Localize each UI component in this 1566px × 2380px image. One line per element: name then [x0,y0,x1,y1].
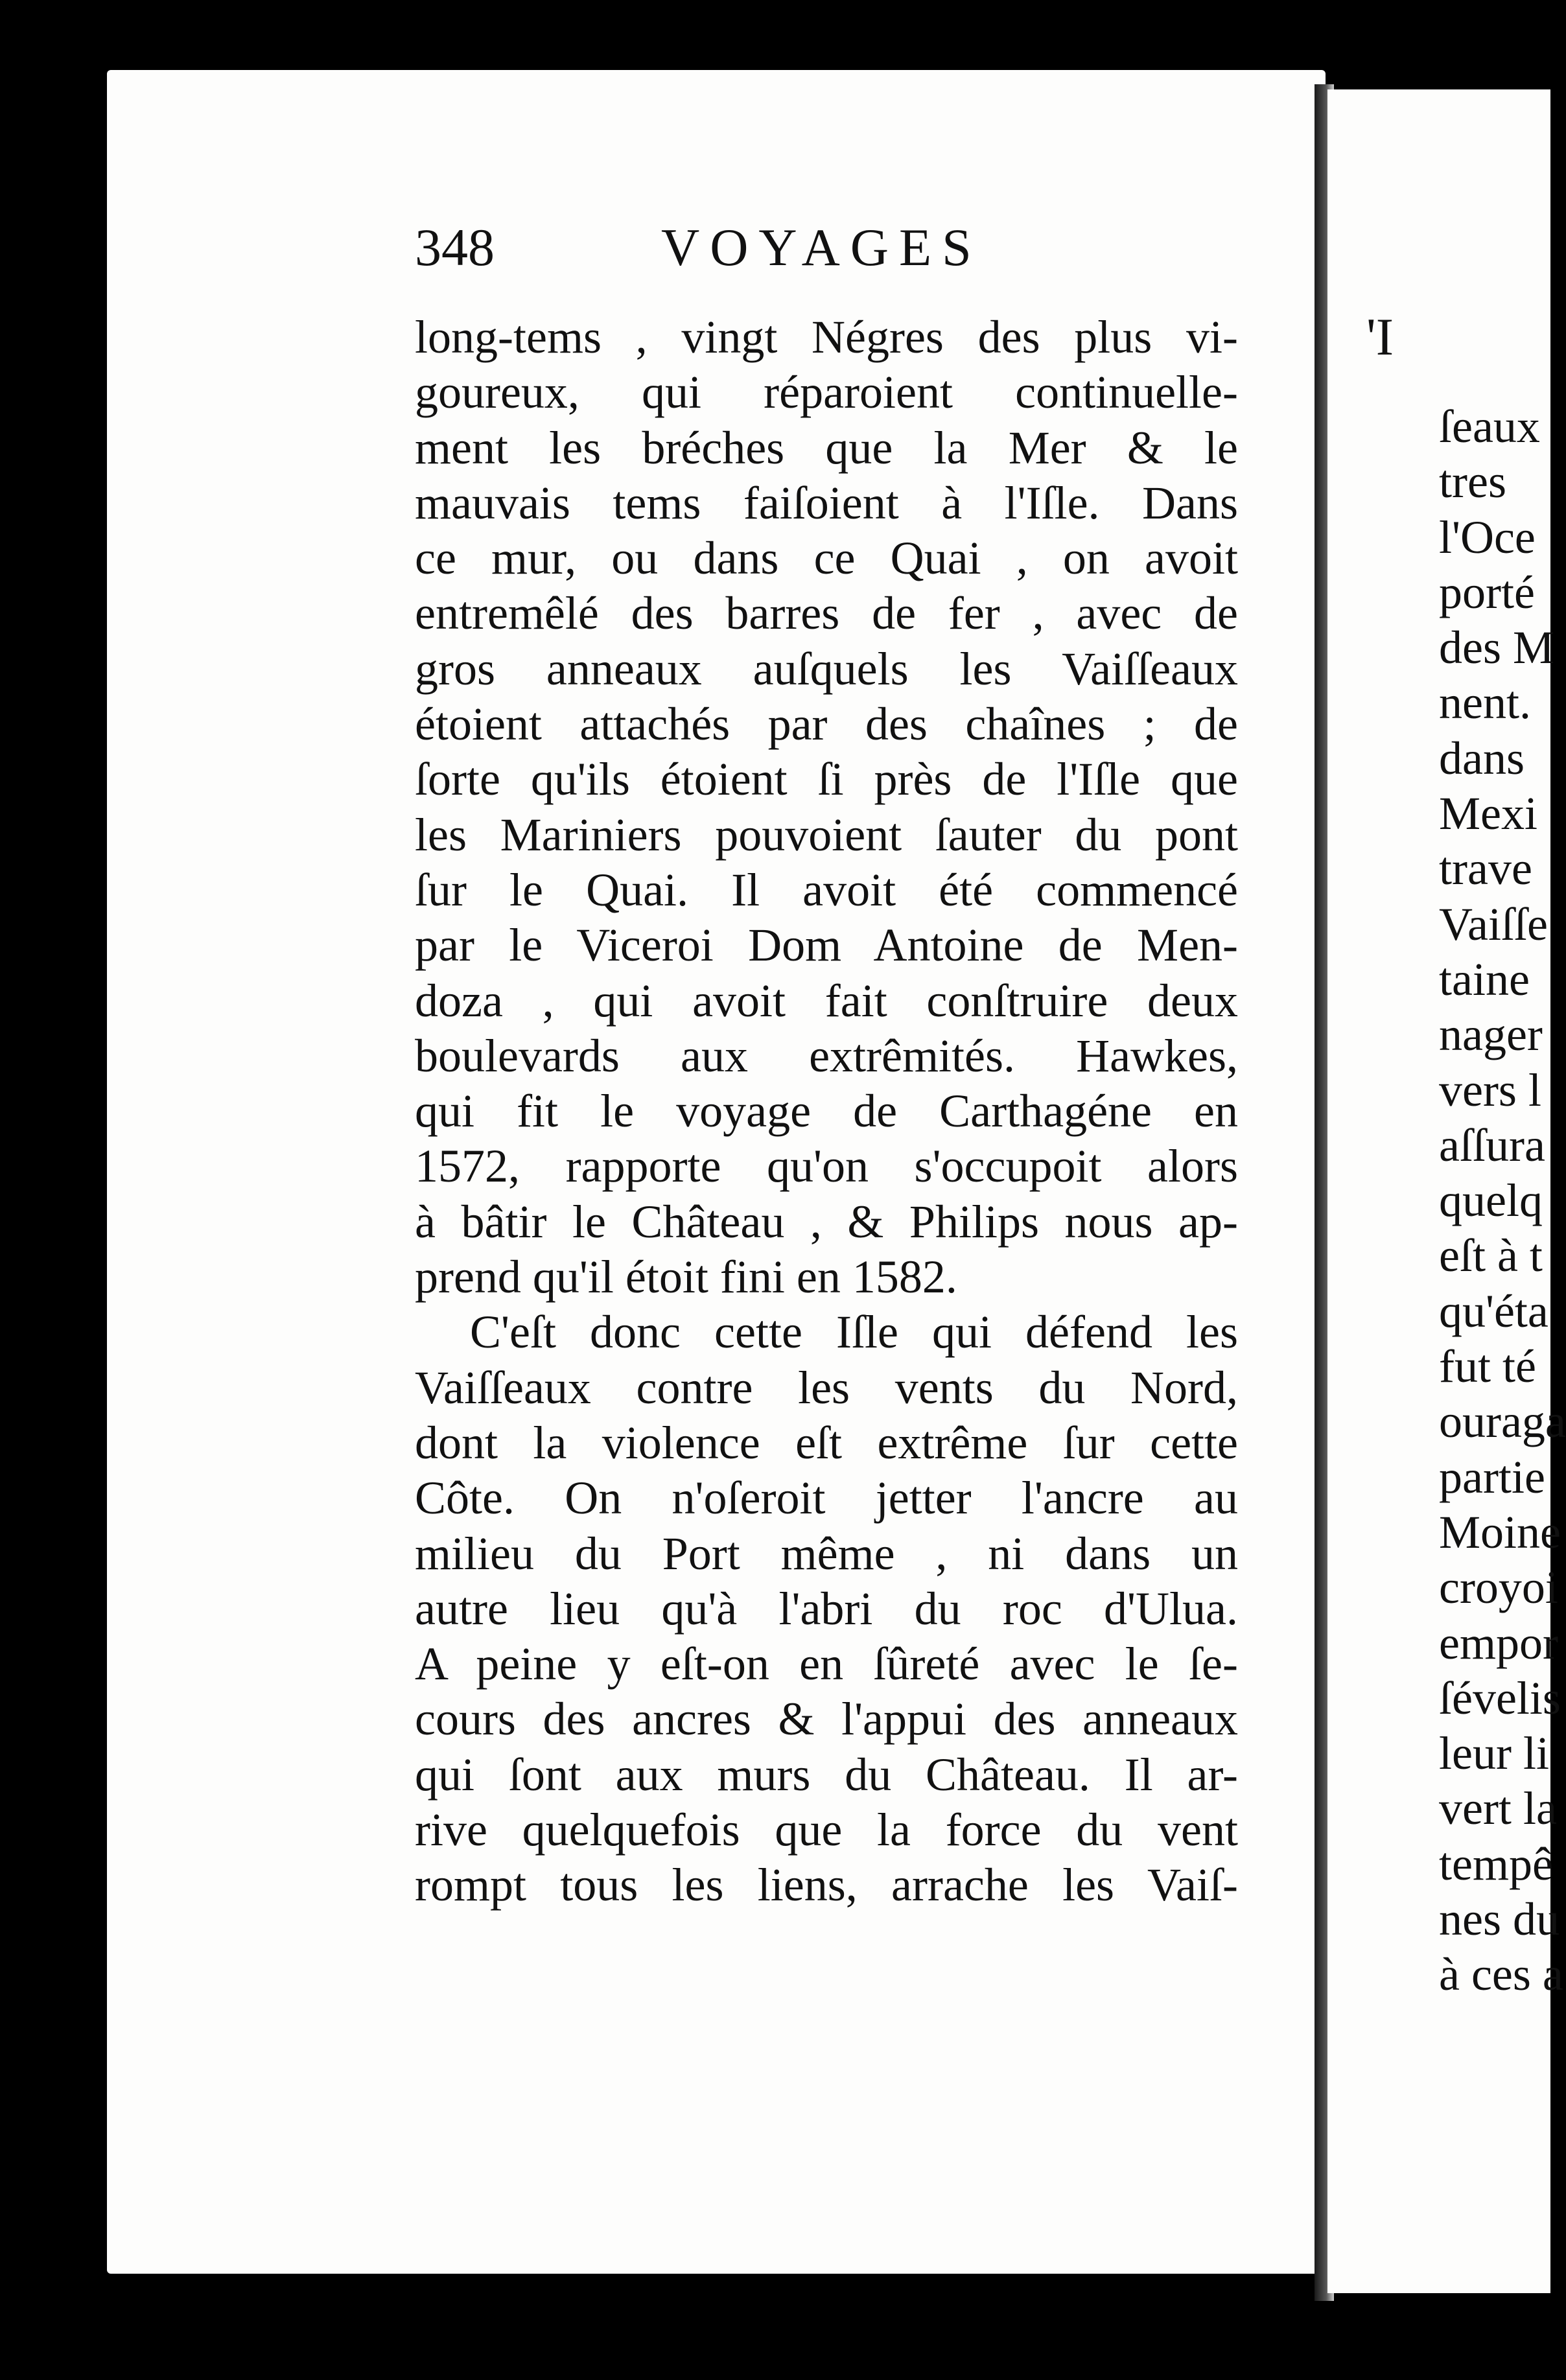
text-line: ſorte qu'ils étoient ſi près de l'Iſle que [415,753,1238,806]
text-line: qui ſont aux murs du Château. Il ar- [415,1748,1238,1801]
text-line: boulevards aux extrêmités. Hawkes, [415,1029,1238,1082]
text-line: les Mariniers pouvoient ſauter du pont [415,808,1238,861]
right-text-line: taine [1439,953,1530,1005]
right-text-line: qu'éta [1439,1285,1548,1337]
right-text-line: quelq [1439,1174,1543,1227]
page-header [311,217,1283,288]
right-page [1327,89,1566,2293]
text-line: ce mur, ou dans ce Quai , on avoit [415,532,1238,585]
text-line: qui fit le voyage de Carthagéne en [415,1085,1238,1138]
text-line: prend qu'il étoit fini en 1582. [415,1251,957,1303]
text-line: milieu du Port même , ni dans un [415,1527,1238,1580]
right-text-line: leur li [1439,1727,1549,1780]
text-line: par le Viceroi Dom Antoine de Men- [415,919,1238,972]
right-text-line: croyoi [1439,1561,1558,1614]
right-text-line: ſeaux [1439,401,1540,452]
right-page-text [1327,399,1566,2003]
right-text-line: vers l [1439,1064,1541,1116]
right-text-line: nes du [1439,1893,1560,1946]
right-text-line: des M [1439,622,1554,674]
text-line: cours des ancres & l'appui des anneaux [415,1693,1238,1745]
text-line: mauvais tems faiſoient à l'Iſle. Dans [415,476,1238,529]
right-text-line: nent. [1439,677,1531,729]
right-text-line: eſt à t [1439,1230,1543,1282]
right-text-line: nager [1439,1009,1543,1061]
text-line: rive quelquefois que la force du vent [415,1804,1238,1856]
text-line: gros anneaux auſquels les Vaiſſeaux [415,642,1238,695]
text-line: doza , qui avoit fait conſtruire deux [415,974,1238,1027]
right-text-line: ouraga [1439,1395,1566,1448]
page-number: 348 [415,218,495,277]
right-text-line: porté [1439,566,1535,618]
text-line: Côte. On n'oſeroit jetter l'ancre au [415,1472,1238,1524]
text-line: goureux, qui réparoient continuelle- [415,366,1238,419]
text-line: C'eſt donc cette Iſle qui défend les [470,1306,1238,1359]
right-text-line: dans [1439,732,1525,784]
right-text-line: trave [1439,843,1532,895]
right-text-line: vert la [1439,1782,1557,1835]
right-text-line: fut té [1439,1340,1536,1393]
text-line: entremêlé des barres de fer , avec de [415,587,1238,640]
right-text-line: partie [1439,1451,1545,1503]
right-page-header-fragment: 'I [1366,307,1394,366]
text-line: ment les bréches que la Mer & le [415,421,1238,474]
text-line: 1572, rapporte qu'on s'occupoit alors [415,1140,1238,1193]
right-text-line: Moine [1439,1506,1561,1558]
text-line: rompt tous les liens, arrache les Vaiſ- [415,1859,1238,1911]
right-text-line: Vaiſſe [1439,898,1548,950]
right-text-line: Mexi [1439,788,1537,840]
text-line: ſur le Quai. Il avoit été commencé [415,863,1238,916]
right-text-line: à ces a [1439,1948,1563,2001]
text-line: à bâtir le Château , & Philips nous ap- [415,1195,1238,1248]
text-line: étoient attachés par des chaînes ; de [415,698,1238,751]
right-text-line: l'Oce [1439,511,1536,563]
right-text-line: tempê [1439,1838,1553,1890]
text-line: Vaiſſeaux contre les vents du Nord, [415,1361,1238,1414]
body-text [415,310,1238,1913]
right-text-line: ſévelis [1439,1672,1561,1724]
right-text-line: tres [1439,456,1506,508]
text-line: A peine y eſt-on en ſûreté avec le ſe- [415,1638,1238,1690]
text-line: dont la violence eſt extrême ſur cette [415,1416,1238,1469]
running-title: VOYAGES [661,218,982,277]
right-text-line: aſſura [1439,1119,1545,1171]
right-text-line: empor [1439,1616,1558,1669]
text-line: long-tems , vingt Négres des plus vi- [415,311,1238,363]
text-line: autre lieu qu'à l'abri du roc d'Ulua. [415,1582,1238,1635]
